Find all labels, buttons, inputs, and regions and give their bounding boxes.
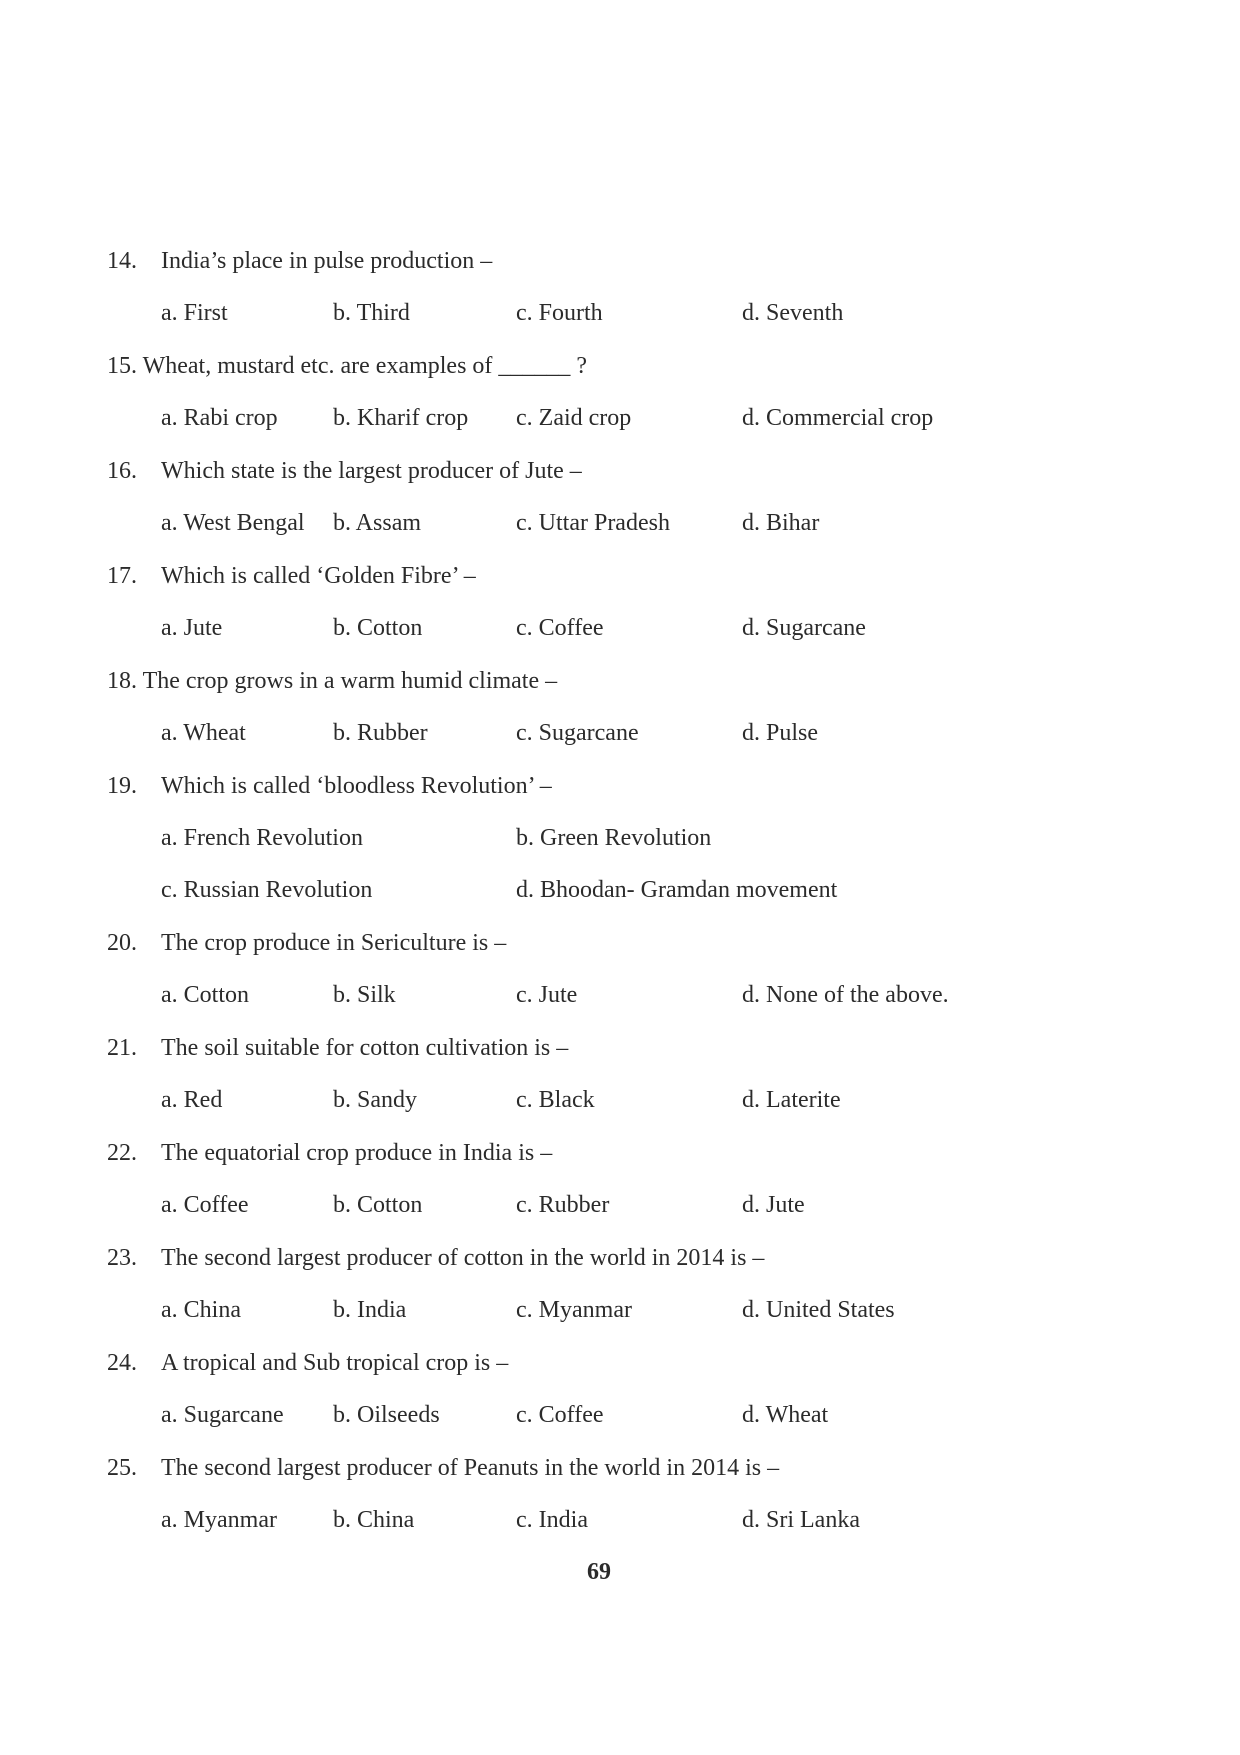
question-line [107,340,1147,392]
answer-option: c. Coffee [516,1402,604,1428]
question-line [107,235,1147,287]
answer-option: d. Seventh [742,300,844,326]
question-text: The soil suitable for cotton cultivation is – [161,1035,569,1061]
options-row [107,1389,1147,1441]
answer-option: d. Sri Lanka [742,1507,860,1533]
question-number: 22. [107,1140,137,1166]
answer-option: c. Myanmar [516,1297,632,1323]
options-row [107,969,1147,1021]
answer-option: d. Bhoodan- Gramdan movement [516,877,838,903]
answer-option: b. China [333,1507,415,1533]
question-line [107,1127,1147,1179]
answer-option: b. Third [333,300,410,326]
answer-option: a. First [161,300,228,326]
answer-option: a. Myanmar [161,1507,277,1533]
question-number: 19. [107,773,137,799]
question-block [107,1232,1147,1337]
options-row [107,602,1147,654]
question-line [107,1337,1147,1389]
answer-option: d. United States [742,1297,895,1323]
options-row [107,1074,1147,1126]
question-block [107,917,1147,1022]
answer-option: a. Sugarcane [161,1402,284,1428]
question-text: The second largest producer of cotton in the world in 2014 is – [161,1245,765,1271]
answer-option: d. Pulse [742,720,819,746]
question-number: 18. [107,668,137,694]
options-row [107,392,1147,444]
answer-option: a. West Bengal [161,510,305,536]
answer-option: c. India [516,1507,588,1533]
question-block [107,655,1147,760]
question-number: 14. [107,248,137,274]
options-row [107,864,1147,916]
options-row [107,287,1147,339]
question-text: The crop produce in Sericulture is – [161,930,507,956]
question-block [107,760,1147,917]
answer-option: d. Wheat [742,1402,829,1428]
answer-option: b. India [333,1297,407,1323]
options-row [107,1179,1147,1231]
answer-option: a. Rabi crop [161,405,278,431]
answer-option: c. Jute [516,982,578,1008]
question-number: 24. [107,1350,137,1376]
answer-option: d. Sugarcane [742,615,866,641]
page-number: 69 [587,1559,611,1585]
question-text: The second largest producer of Peanuts in the world in 2014 is – [161,1455,780,1481]
answer-option: b. Cotton [333,1192,423,1218]
question-number: 16. [107,458,137,484]
question-line [107,760,1147,812]
answer-option: c. Coffee [516,615,604,641]
answer-option: b. Kharif crop [333,405,469,431]
question-text: The crop grows in a warm humid climate – [142,668,558,694]
answer-option: c. Zaid crop [516,405,632,431]
question-line [107,1232,1147,1284]
answer-option: a. Wheat [161,720,246,746]
question-block [107,445,1147,550]
question-block [107,1022,1147,1127]
answer-option: b. Cotton [333,615,423,641]
options-row [107,812,1147,864]
answer-option: a. China [161,1297,241,1323]
answer-option: b. Oilseeds [333,1402,440,1428]
question-number: 21. [107,1035,137,1061]
question-number: 23. [107,1245,137,1271]
question-number: 25. [107,1455,137,1481]
question-line [107,445,1147,497]
options-row [107,1494,1147,1546]
answer-option: b. Rubber [333,720,428,746]
answer-option: b. Sandy [333,1087,417,1113]
question-number: 15. [107,353,137,379]
question-block [107,550,1147,655]
question-text: A tropical and Sub tropical crop is – [161,1350,509,1376]
answer-option: c. Sugarcane [516,720,639,746]
question-text: Which is called ‘bloodless Revolution’ – [161,773,552,799]
answer-option: a. Coffee [161,1192,249,1218]
question-line [107,917,1147,969]
question-block [107,235,1147,340]
answer-option: b. Silk [333,982,396,1008]
answer-option: a. Jute [161,615,223,641]
options-row [107,1284,1147,1336]
options-row [107,497,1147,549]
answer-option: b. Green Revolution [516,825,712,851]
answer-option: d. Jute [742,1192,805,1218]
answer-option: d. Laterite [742,1087,841,1113]
answer-option: c. Uttar Pradesh [516,510,670,536]
question-line [107,1442,1147,1494]
answer-option: c. Russian Revolution [161,877,373,903]
answer-option: d. Commercial crop [742,405,934,431]
answer-option: a. Red [161,1087,223,1113]
answer-option: a. Cotton [161,982,249,1008]
answer-option: a. French Revolution [161,825,363,851]
question-text: The equatorial crop produce in India is – [161,1140,553,1166]
answer-option: d. Bihar [742,510,820,536]
question-line [107,1022,1147,1074]
options-row [107,707,1147,759]
answer-option: c. Black [516,1087,595,1113]
question-text: India’s place in pulse production – [161,248,493,274]
answer-option: c. Rubber [516,1192,610,1218]
question-line [107,550,1147,602]
question-number: 17. [107,563,137,589]
question-list [107,235,1147,1547]
question-line [107,655,1147,707]
answer-option: c. Fourth [516,300,603,326]
question-text: Wheat, mustard etc. are examples of ______ ? [142,353,588,379]
answer-option: b. Assam [333,510,422,536]
question-block [107,340,1147,445]
question-text: Which is called ‘Golden Fibre’ – [161,563,476,589]
answer-option: d. None of the above. [742,982,949,1008]
question-text: Which state is the largest producer of Jute – [161,458,582,484]
question-block [107,1127,1147,1232]
question-number: 20. [107,930,137,956]
question-block [107,1337,1147,1442]
question-block [107,1442,1147,1547]
